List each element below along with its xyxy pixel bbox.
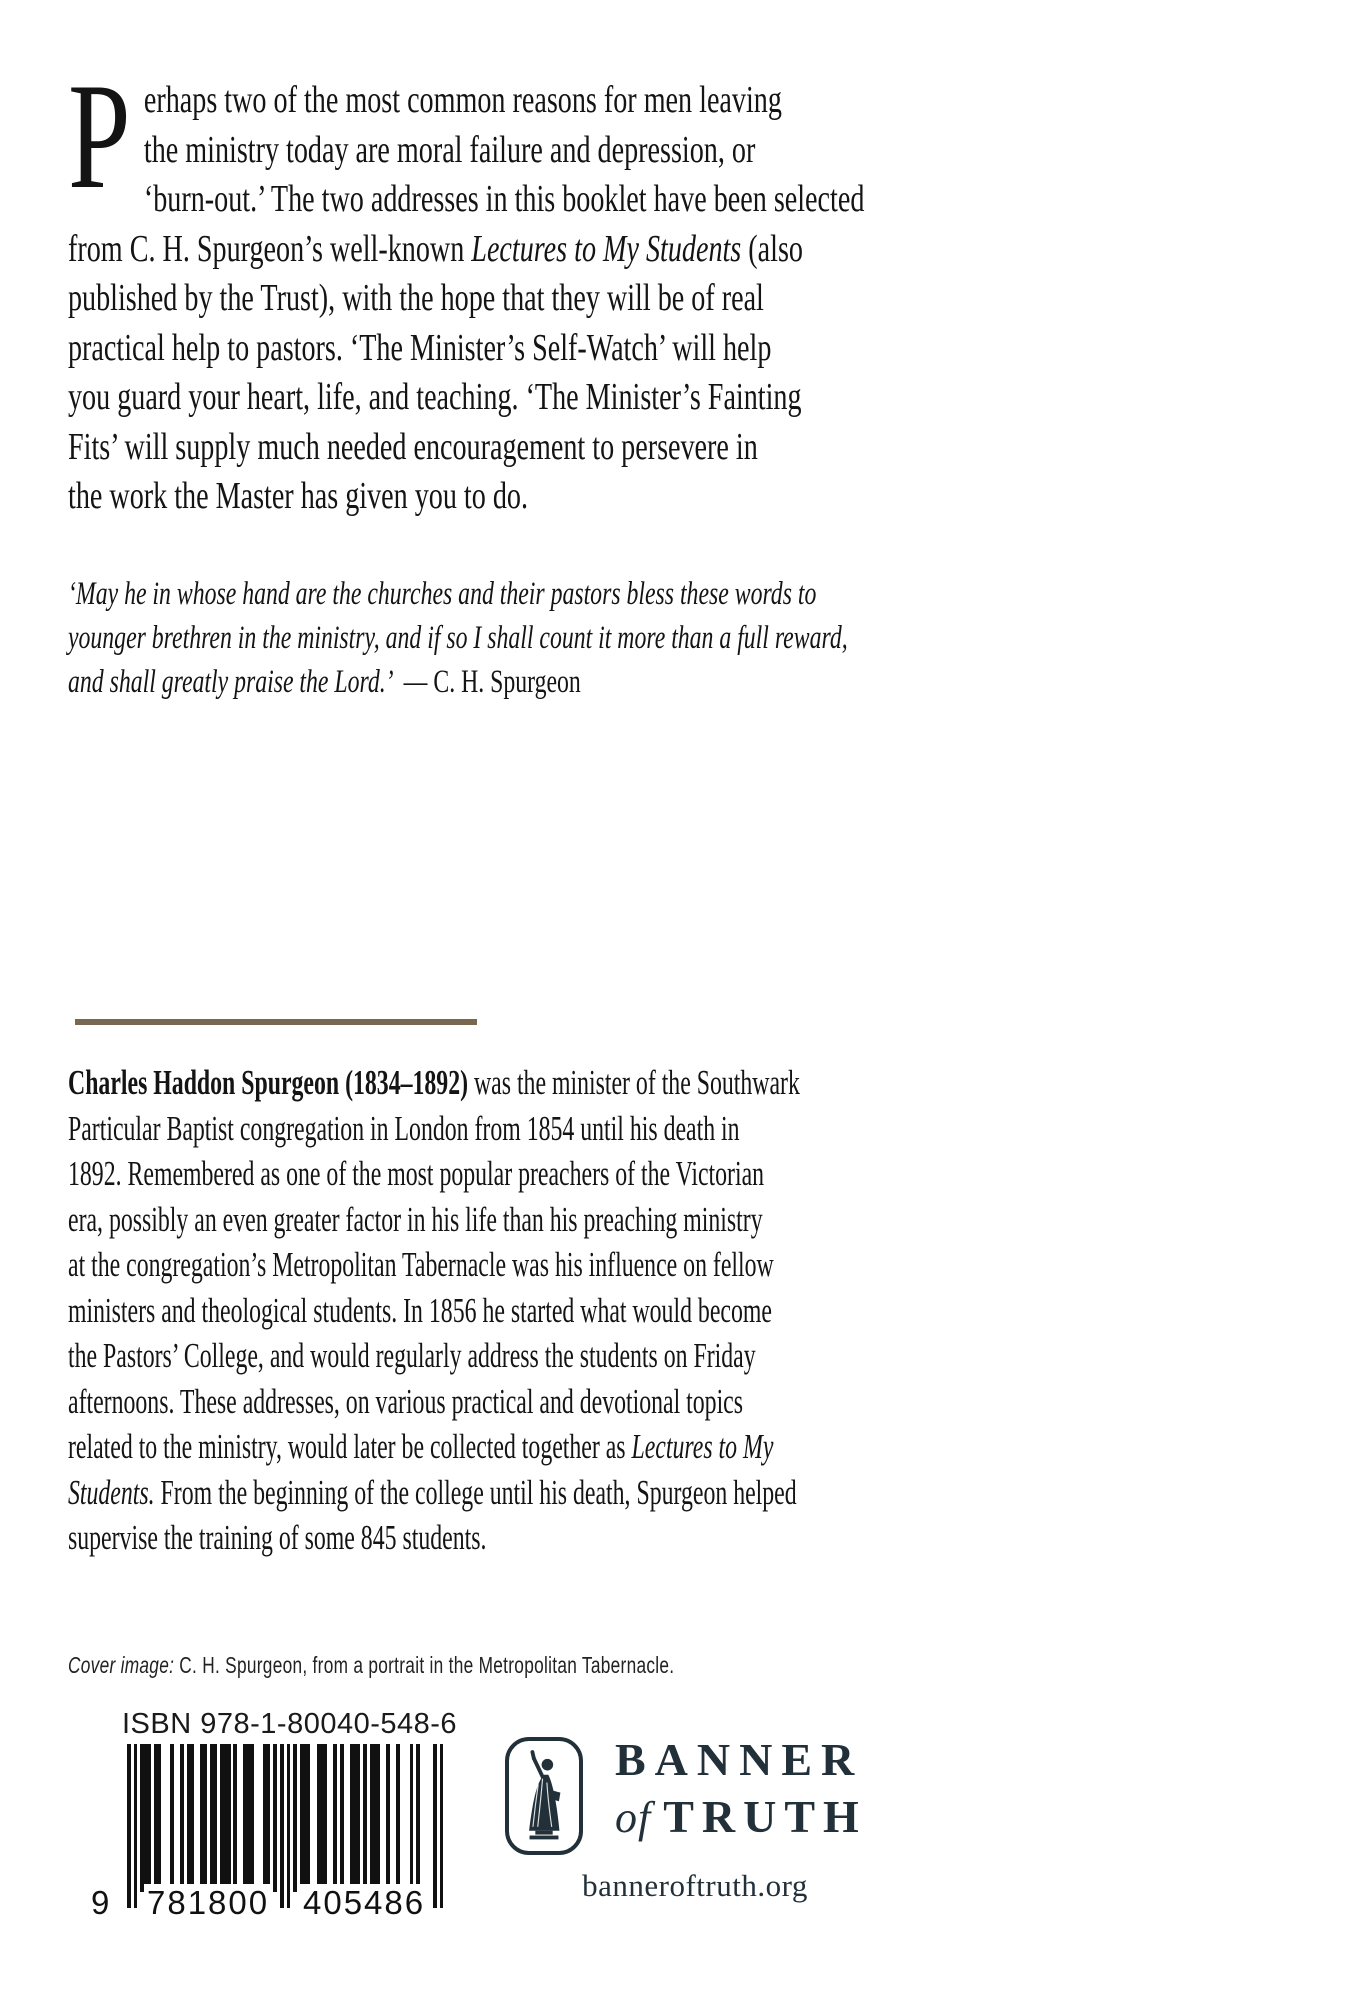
barcode-bar <box>170 1744 174 1892</box>
barcode-bar <box>333 1744 337 1892</box>
preacher-figure-icon <box>517 1748 571 1844</box>
wordmark-truth: TRUTH <box>663 1791 867 1842</box>
barcode-bar <box>293 1744 297 1892</box>
barcode-bar <box>340 1744 344 1892</box>
isbn-barcode-block <box>88 1708 460 1932</box>
opening-paragraph-text: erhaps two of the most common reasons for men leaving the ministry today are moral failure and depression, or ‘burn-out.’ The two addresses in this booklet have been selected from C. H. Spurgeon’s well-known Lectures to My Students (also published by the Trust), with the hope that they will be of real practical help to pastors. ‘The Minister’s Self-Watch’ will help you guard your heart, life, and teaching. ‘The Minister’s Fainting Fits’ will supply much needed encouragement to persevere in the work the Master has given you to do. <box>68 79 865 517</box>
wordmark-banner: BANNER <box>615 1734 864 1785</box>
barcode-digit-group: 9 <box>88 1884 114 1922</box>
drop-cap: P <box>68 52 131 220</box>
barcode-bar <box>227 1744 231 1892</box>
wordmark-of-truth <box>615 1791 867 1842</box>
isbn-label: ISBN 978-1-80040-548-6 <box>122 1708 458 1740</box>
barcode-bar <box>267 1744 271 1892</box>
barcode-bar <box>376 1744 380 1892</box>
banner-of-truth-wordmark <box>615 1734 867 1842</box>
barcode-bar <box>440 1744 444 1908</box>
barcode-bar <box>213 1744 217 1892</box>
banner-of-truth-badge <box>505 1737 583 1855</box>
barcode-bar <box>233 1744 237 1892</box>
author-bio-paragraph: Charles Haddon Spurgeon (1834–1892) was the minister of the Southwark Particular Baptist congregation in London from 1854 until his death in 1892. Remembered as one of the most popular preachers of the Victorian era, possibly an even greater factor in his life than his preaching ministry at the congregation’s Metropolitan Tabernacle was his influence on fellow ministers and theological students. In 1856 he started what would become the Pastors’ College, and would regularly address the students on Friday afternoons. These addresses, on various practical and devotional topics related to the ministry, would later be collected together as Lectures to My Students. From the beginning of the college until his death, Spurgeon helped supervise the training of some 845 students. <box>68 1063 800 1557</box>
barcode-bar <box>134 1744 138 1908</box>
barcode-bar <box>127 1744 131 1908</box>
barcode-digit-group: 781800 <box>144 1884 272 1922</box>
barcode-bar <box>250 1744 254 1892</box>
barcode-bar <box>410 1744 414 1892</box>
barcode-digit-group: 405486 <box>300 1884 428 1922</box>
barcode-bar <box>273 1744 277 1892</box>
barcode-bar <box>386 1744 390 1892</box>
barcode-bar <box>204 1744 208 1892</box>
barcode-bar <box>190 1744 194 1892</box>
wordmark-of: of <box>615 1793 652 1842</box>
barcode-bar <box>287 1744 291 1908</box>
opening-paragraph <box>68 52 865 522</box>
barcode-bar <box>416 1744 420 1892</box>
barcode-bar <box>323 1744 327 1892</box>
barcode-bar <box>433 1744 437 1908</box>
barcode-bar <box>307 1744 311 1892</box>
barcode-bar <box>147 1744 151 1892</box>
barcode-bar <box>357 1744 361 1892</box>
barcode-bar <box>180 1744 184 1892</box>
publisher-website: banneroftruth.org <box>582 1868 808 1903</box>
barcode-bar <box>280 1744 284 1908</box>
barcode-bar <box>396 1744 400 1892</box>
spurgeon-quote: ‘May he in whose hand are the churches and their pastors bless these words to younger brethren in the ministry, and if so I shall count it more than a full reward, and shall greatly praise the Lord.’ — C. H. Spurgeon <box>68 576 848 700</box>
barcode-bar <box>157 1744 161 1892</box>
section-divider <box>75 1019 477 1025</box>
cover-image-caption: Cover image: C. H. Spurgeon, from a portrait in the Metropolitan Tabernacle. <box>68 1652 675 1678</box>
barcode-bar <box>363 1744 367 1892</box>
